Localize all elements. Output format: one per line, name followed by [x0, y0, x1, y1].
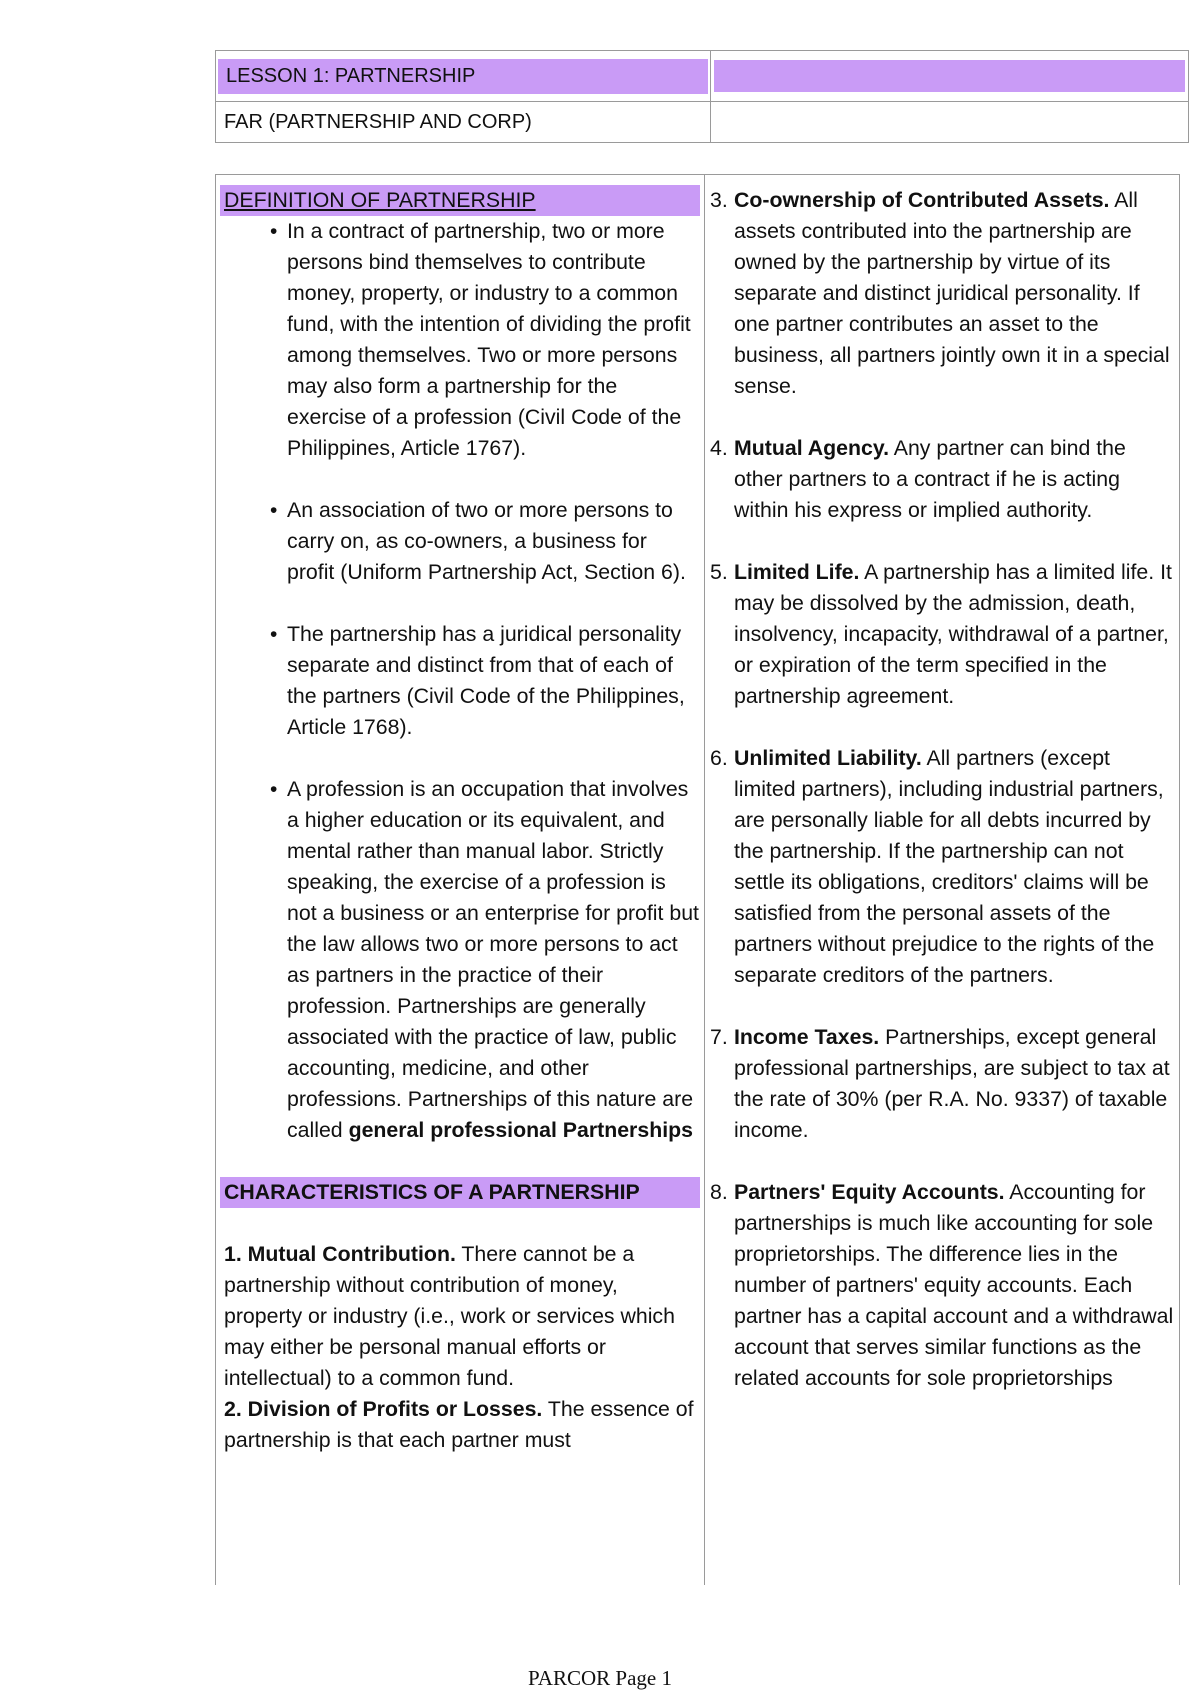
right-column: [710, 185, 1174, 1425]
subject-empty-cell: [711, 102, 1189, 143]
left-column: [224, 185, 700, 1456]
characteristic-7: 7. Income Taxes. Partnerships, except general professional partnerships, are subject to tax at the rate of 30% (per R.A. No. 9337) of taxable income.: [710, 1025, 1170, 1142]
general-professional-term: general professional Partnerships: [348, 1118, 693, 1142]
definition-item: • An association of two or more persons to carry on, as co-owners, a business for profit (Uniform Partnership Act, Section 6).: [287, 495, 700, 588]
subject-title: FAR (PARTNERSHIP AND CORP): [224, 110, 532, 133]
definition-item: • The partnership has a juridical personality separate and distinct from that of each of the partners (Civil Code of the Philippines, Article 1768).: [287, 619, 700, 743]
characteristics-list: [710, 185, 1174, 1394]
characteristic-4: 4. Mutual Agency. Any partner can bind the other partners to a contract if he is acting within his express or implied authority.: [710, 436, 1126, 522]
characteristic-2: 2. Division of Profits or Losses. The essence of partnership is that each partner must: [224, 1397, 694, 1452]
characteristics-heading: CHARACTERISTICS OF A PARTNERSHIP: [220, 1177, 700, 1208]
content-table: [215, 174, 1180, 1585]
characteristic-3: 3. Co-ownership of Contributed Assets. All assets contributed into the partnership are owned by the partnership by virtue of its separate and distinct juridical personality. If one partner contributes an asset to the business, all partners jointly own it in a special sense.: [710, 188, 1170, 398]
lesson-title-cell: [216, 51, 711, 102]
lesson-title: LESSON 1: PARTNERSHIP: [218, 59, 708, 94]
definition-item: • A profession is an occupation that involves a higher education or its equivalent, and mental rather than manual labor. Strictly speaking, the exercise of a profession is not a business or an enterprise for profit but the law allows two or more persons to act as partners in the practice of their profession. Partnerships are generally associated with the practice of law, public accounting, medicine, and other professions. Partnerships of this nature are called general professional Partnerships: [287, 774, 700, 1146]
lesson-title-empty-cell: [711, 51, 1189, 102]
subject-cell: [216, 102, 711, 143]
definition-item: • In a contract of partnership, two or more persons bind themselves to contribute money, property, or industry to a common fund, with the intention of dividing the profit among themselves. Two or more persons may also form a partnership for the exercise of a profession (Civil Code of the Philippines, Article 1767).: [287, 216, 700, 464]
characteristic-5: 5. Limited Life. A partnership has a limited life. It may be dissolved by the admission, death, insolvency, incapacity, withdrawal of a partner, or expiration of the term specified in the partnership agreement.: [710, 560, 1172, 708]
characteristic-1: 1. Mutual Contribution. There cannot be a partnership without contribution of money, property or industry (i.e., work or services which may either be personal manual efforts or intellectual) to a common fund.: [224, 1242, 675, 1390]
header-table: [215, 50, 1189, 143]
characteristic-6: 6. Unlimited Liability. All partners (except limited partners), including industrial partners, are personally liable for all debts incurred by the partnership. If the partnership can not settle its obligations, creditors' claims will be satisfied from the personal assets of the partners without prejudice to the rights of the separate creditors of the partners.: [710, 746, 1164, 987]
definition-list: [224, 216, 700, 1146]
definition-heading: DEFINITION OF PARTNERSHIP: [220, 185, 700, 216]
page-footer: PARCOR Page 1: [528, 1666, 672, 1690]
characteristic-8: 8. Partners' Equity Accounts. Accounting for partnerships is much like accounting for sole proprietorships. The difference lies in the number of partners' equity accounts. Each partner has a capital account and a withdrawal account that serves similar functions as the related accounts for sole proprietorships: [710, 1180, 1174, 1390]
